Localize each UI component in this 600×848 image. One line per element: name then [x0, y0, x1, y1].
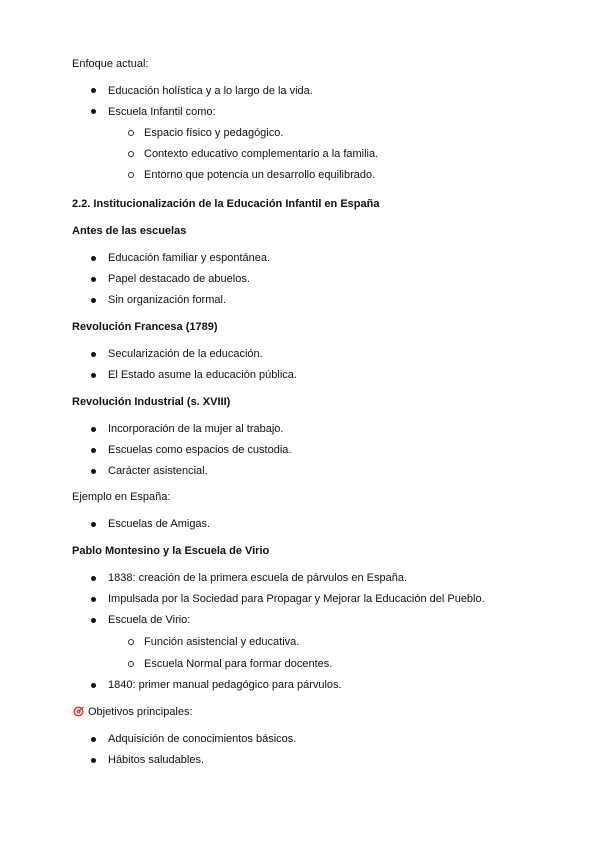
section-title: 2.2. Institucionalización de la Educación Infantil en España	[72, 198, 380, 210]
list-item: Adquisición de conocimientos básicos.	[108, 733, 297, 745]
sub-list-item: Escuela Normal para formar docentes.	[144, 658, 333, 670]
list-item: Educación holística y a lo largo de la vida.	[108, 85, 313, 97]
bullet-dot	[91, 256, 96, 261]
list-item: Sin organización formal.	[108, 294, 227, 306]
list-item: Escuelas de Amigas.	[108, 518, 211, 530]
sub-list-item: Espacio físico y pedagógico.	[144, 127, 284, 139]
list-item: Escuela de Virio:	[108, 614, 191, 626]
bullet-dot	[91, 618, 96, 623]
bullet-dot	[91, 522, 96, 527]
heading-antes: Antes de las escuelas	[72, 225, 187, 237]
heading-montesino: Pablo Montesino y la Escuela de Virio	[72, 545, 270, 557]
list-item: 1838: creación de la primera escuela de párvulos en España.	[108, 572, 408, 584]
list-item: Impulsada por la Sociedad para Propagar y Mejorar la Educación del Pueblo.	[108, 593, 485, 605]
bullet-dot	[91, 298, 96, 303]
bullet-dot	[91, 576, 96, 581]
list-item: Incorporación de la mujer al trabajo.	[108, 423, 284, 435]
heading-industrial: Revolución Industrial (s. XVIII)	[72, 396, 231, 408]
bullet-dot	[91, 758, 96, 763]
ejemplo-label: Ejemplo en España:	[72, 491, 171, 503]
bullet-dot	[91, 683, 96, 688]
bullet-dot	[91, 448, 96, 453]
bullet-dot	[91, 737, 96, 742]
bullet-dot	[91, 277, 96, 282]
bullet-dot	[91, 427, 96, 432]
heading-francesa: Revolución Francesa (1789)	[72, 321, 218, 333]
sub-list-item: Entorno que potencia un desarrollo equilibrado.	[144, 169, 376, 181]
bullet-dot	[91, 597, 96, 602]
sub-bullet-circle	[128, 130, 134, 136]
list-item: Carácter asistencial.	[108, 465, 208, 477]
list-item: Secularización de la educación.	[108, 348, 263, 360]
objetivos-label: Objetivos principales:	[88, 706, 193, 718]
sub-bullet-circle	[128, 661, 134, 667]
sub-bullet-circle	[128, 172, 134, 178]
bullet-dot	[91, 469, 96, 474]
enfoque-label: Enfoque actual:	[72, 58, 149, 70]
list-item: Hábitos saludables.	[108, 754, 205, 766]
bullet-dot	[91, 373, 96, 378]
bullet-dot	[91, 88, 96, 93]
list-item: Escuela Infantil como:	[108, 106, 216, 118]
sub-bullet-circle	[128, 151, 134, 157]
sub-list-item: Función asistencial y educativa.	[144, 636, 300, 648]
target-icon	[73, 706, 84, 717]
sub-bullet-circle	[128, 639, 134, 645]
list-item: Papel destacado de abuelos.	[108, 273, 250, 285]
sub-list-item: Contexto educativo complementario a la familia.	[144, 148, 379, 160]
list-item: 1840: primer manual pedagógico para párvulos.	[108, 679, 342, 691]
list-item: Educación familiar y espontánea.	[108, 252, 271, 264]
list-item: El Estado asume la educación pública.	[108, 369, 297, 381]
bullet-dot	[91, 352, 96, 357]
bullet-dot	[91, 109, 96, 114]
list-item: Escuelas como espacios de custodia.	[108, 444, 292, 456]
